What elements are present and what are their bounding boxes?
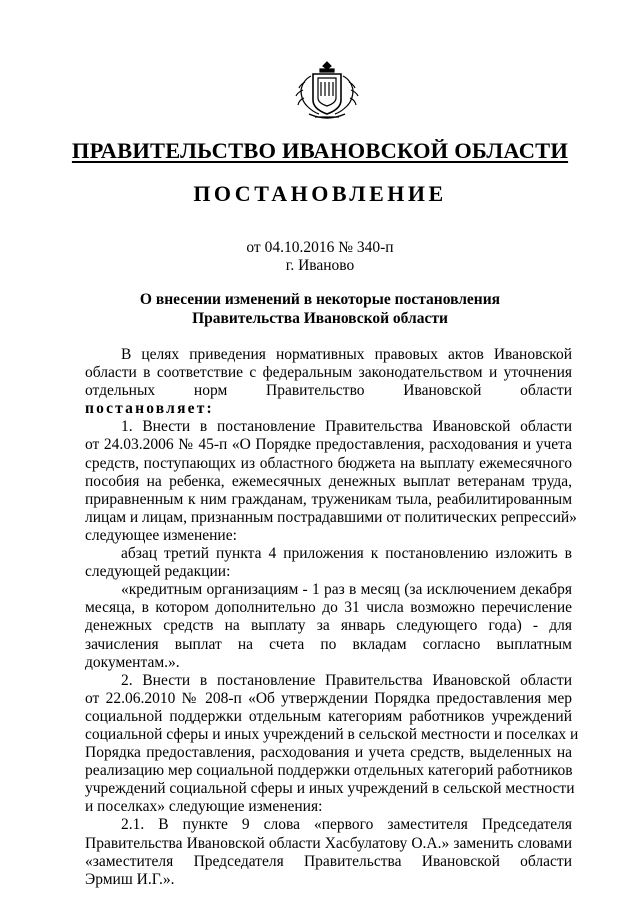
body-line: и поселках» следующие изменения: [85, 798, 323, 816]
body-line: средств, поступающих из областного бюджета на выплату ежемесячного [85, 454, 572, 472]
body-line: следующей редакции: [85, 563, 231, 581]
body-line: документам.». [85, 653, 180, 671]
body-line: реализацию мер социальной поддержки отдельных категорий работников [85, 762, 573, 780]
body-line: Правительства Ивановской области Хасбулатову О.А.» заменить словами [85, 834, 572, 852]
body-line: В целях приведения нормативных правовых актов Ивановской [121, 346, 572, 363]
body-line: следующее изменение: [85, 526, 237, 544]
body-line: от 24.03.2006 № 45-п «О Порядке предоставления, расходования и учета [85, 436, 572, 454]
body-line: приравненным к ним гражданам, труженикам тыла, реабилитированным [85, 490, 572, 508]
document-title-line-2: Правительства Ивановской области [192, 310, 448, 327]
body-line: месяца, в котором дополнительно до 31 числа возможно перечисление [85, 599, 572, 617]
body-line: Эрмиш И.Г.». [85, 870, 175, 888]
document-type: ПОСТАНОВЛЕНИЕ [193, 181, 447, 206]
document-body [85, 346, 579, 889]
body-line: «заместителя Председателя Правительства Ивановской области [85, 852, 572, 870]
body-line: области в соответствие с федеральным законодательством и уточнения [85, 364, 572, 382]
body-line: отдельных норм Правительство Ивановской области [85, 382, 572, 400]
body-line: «кредитным организациям - 1 раз в месяц (за исключением декабря [121, 581, 572, 599]
document-date-number: от 04.10.2016 № 340-п [246, 239, 394, 256]
body-line: социальной поддержки отдельным категориям работников учреждений [85, 707, 572, 725]
body-line: социальной сферы и иных учреждений в сельской местности и поселках и [85, 725, 579, 743]
body-line: 1. Внести в постановление Правительства Ивановской области [121, 418, 572, 436]
document-city: г. Иваново [285, 257, 355, 274]
body-line: лицам и лицам, признанным пострадавшими от политических репрессий» [85, 508, 577, 526]
coat-of-arms-emblem [291, 60, 363, 122]
body-line: зачисления выплат на счета по вкладам согласно выплатным [85, 635, 572, 653]
body-line: абзац третий пункта 4 приложения к постановлению изложить в [121, 545, 572, 563]
document-title-line-1: О внесении изменений в некоторые постановления [139, 291, 501, 308]
body-line: денежных средств на выплату за январь следующего года) - для [85, 617, 572, 635]
body-line: от 22.06.2010 № 208-п «Об утверждении Порядка предоставления мер [85, 689, 572, 707]
body-line: Порядка предоставления, расходования и учета средств, выделенных на [85, 744, 572, 762]
body-line: 2.1. В пункте 9 слова «первого заместителя Председателя [121, 816, 572, 834]
body-line-decree-word: постановляет: [85, 400, 214, 418]
body-line: пособия на ребенка, ежемесячных денежных выплат ветеранам труда, [85, 472, 572, 490]
body-line: учреждений социальной сферы и иных учреждений в сельской местности [85, 780, 575, 798]
body-line: 2. Внести в постановление Правительства Ивановской области [121, 671, 572, 689]
organization-name: ПРАВИТЕЛЬСТВО ИВАНОВСКОЙ ОБЛАСТИ [71, 138, 569, 163]
